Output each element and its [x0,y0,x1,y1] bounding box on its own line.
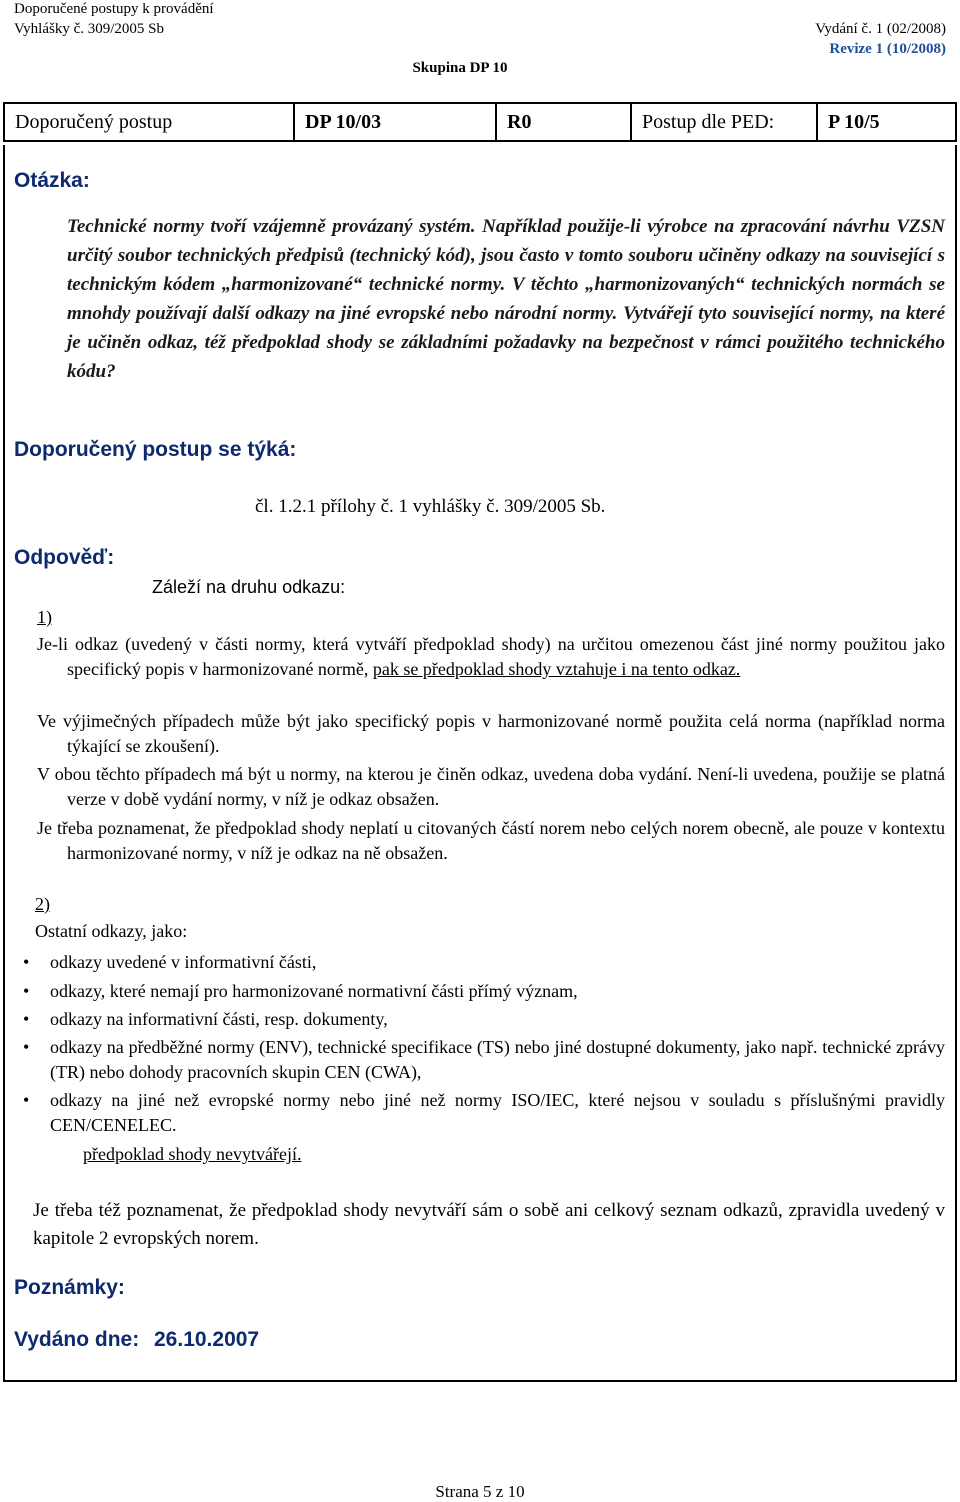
ped-label: Postup dle PED: [631,103,817,141]
case2-intro: Ostatní odkazy, jako: [35,921,188,941]
case1-paragraph3: V obou těchto případech má být u normy, na kterou je činěn odkaz, uvedena doba vydání. Není-li uvedena, použije se platná verze v době vydání normy, v níž je odkaz obsažen. [37,764,945,809]
procedure-number: DP 10/03 [294,103,496,141]
bullet-icon: • [23,1090,30,1110]
case1-paragraph2: Ve výjimečných případech může být jako specifický popis v harmonizované normě použita celá norma (například norma týkající se zkoušení). [37,711,945,756]
notes-heading: Poznámky: [14,1276,125,1299]
issued-date: 26.10.2007 [154,1328,260,1351]
procedure-label: Doporučený postup [4,103,294,141]
question-heading: Otázka: [14,169,90,192]
header-issue: Vydání č. 1 (02/2008) [815,21,946,37]
answer-heading: Odpověď: [14,546,115,569]
final-note: Je třeba též poznamenat, že předpoklad shody nevytváří sám o sobě ani celkový seznam odkazů, zpravidla uvedený v kapitole 2 evropských norem. [33,1200,945,1249]
procedure-id-table [3,102,957,142]
case2-conclusion: předpoklad shody nevytvářejí. [83,1144,302,1164]
case2-number: 2) [35,894,50,914]
case1-paragraph1 [37,632,945,682]
header-revision: Revize 1 (10/2008) [829,41,946,57]
case1-p1-underlined: pak se předpoklad shody vztahuje i na tento odkaz. [372,659,741,679]
procedure-revision: R0 [496,103,631,141]
bullet-icon: • [23,1037,30,1057]
list-item: • odkazy na jiné než evropské normy nebo jiné než normy ISO/IEC, které nejsou v souladu s příslušnými pravidly CEN/CENELEC. [23,1090,945,1135]
list-item: • odkazy uvedené v informativní části, [23,950,945,975]
header-decree: Vyhlášky č. 309/2005 Sb [14,21,164,37]
question-text: Technické normy tvoří vzájemně provázaný systém. Například použije-li výrobce na zpracování návrhu VZSN určitý soubor technických předpisů (technický kód), jsou často v tomto souboru učiněny odkazy na související s technickým kódem „harmonizované“ technické normy. V těchto „harmonizovaných“ technických normách se mnohdy používají další odkazy na jiné evropské nebo národní normy. Vytvářejí tyto související normy, na které je učiněn odkaz, též předpoklad shody se základními požadavky na bezpečnost v rámci použitého technického kódu? [67,216,945,382]
scope-heading: Doporučený postup se týká: [14,438,297,461]
group-title: Skupina DP 10 [412,60,508,76]
bullet-icon: • [23,981,30,1001]
ped-value: P 10/5 [817,103,956,141]
page-number: Strana 5 z 10 [435,1482,525,1501]
case1-number: 1) [37,607,52,627]
list-item: • odkazy na informativní části, resp. dokumenty, [23,1007,945,1032]
list-item: • odkazy, které nemají pro harmonizované normativní části přímý význam, [23,979,945,1004]
bullet-icon: • [23,1009,30,1029]
answer-intro: Záleží na druhu odkazu: [152,577,346,597]
case1-paragraph4: Je třeba poznamenat, že předpoklad shody neplatí u citovaných částí norem nebo celých norem obecně, ale pouze v kontextu harmonizované normy, v níž je odkaz na ně obsažen. [37,818,945,863]
header-doc-title: Doporučené postupy k provádění [14,1,214,17]
list-item: • odkazy na předběžné normy (ENV), technické specifikace (TS) nebo jiné dostupné dokumenty, jako např. technické zprávy (TR) nebo dohody pracovních skupin CEN (CWA), [23,1037,945,1082]
scope-text: čl. 1.2.1 přílohy č. 1 vyhlášky č. 309/2005 Sb. [255,496,606,517]
bullet-icon: • [23,952,30,972]
issued-label: Vydáno dne: [14,1328,140,1351]
case1-p1-text: Je-li odkaz (uvedený v části normy, která vytváří předpoklad shody) na určitou omezenou část jiné normy použitou jako specifický popis v harmonizované normě, [37,634,945,679]
